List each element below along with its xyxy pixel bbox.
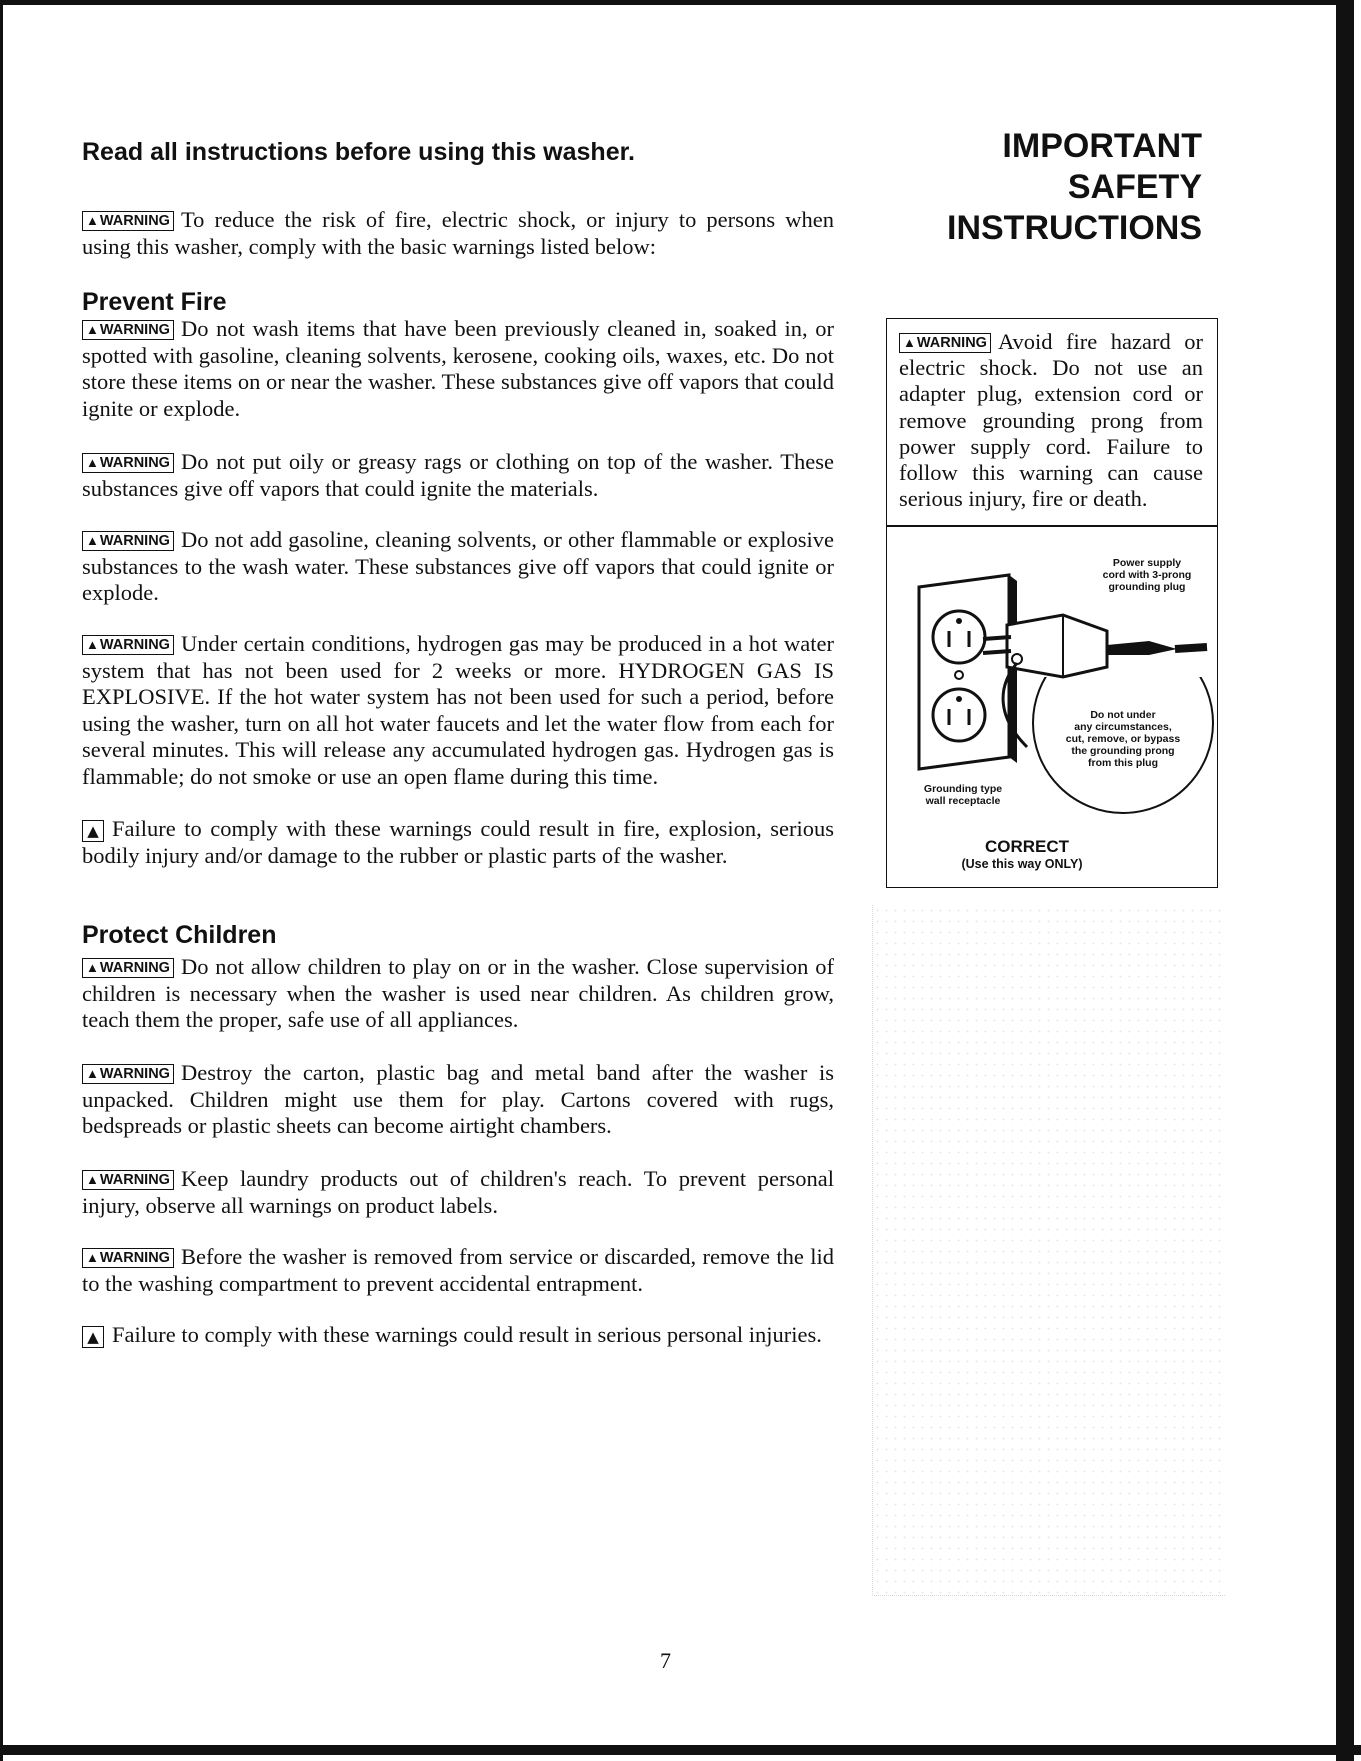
page-frame-right bbox=[1336, 0, 1354, 1761]
warning-badge: ▲WARNING bbox=[82, 1064, 174, 1084]
warning-badge: ▲WARNING bbox=[82, 1170, 174, 1190]
warning-triangle-icon: ▲ bbox=[903, 335, 916, 350]
page-frame-bottom bbox=[0, 1745, 1361, 1755]
receptacle-label: Grounding type wall receptacle bbox=[923, 783, 1003, 807]
warning-badge: ▲WARNING bbox=[82, 453, 174, 473]
sidebar-title: IMPORTANT SAFETY INSTRUCTIONS bbox=[947, 127, 1202, 247]
fire-failure-note: ▲ Failure to comply with these warnings could result in fire, explosion, serious bodily injury and/or damage to the rubber or plastic parts of the washer. bbox=[82, 816, 834, 868]
children-warning-2: ▲WARNING Destroy the carton, plastic bag and metal band after the washer is unpacked. Children might use them for play. Cartons covered with rugs, bedspreads or plastic sheets can become airtight chambers. bbox=[82, 1060, 834, 1138]
fire-warning-1: ▲WARNING Do not wash items that have been previously cleaned in, soaked in, or spotted with gasoline, cleaning solvents, kerosene, cooking oils, waxes, etc. Do not store these items on or near the washer. These substances give off vapors that could ignite or explode. bbox=[82, 316, 834, 421]
grounding-prong-caution: Do not under any circumstances, cut, remove, or bypass the grounding prong from this plug bbox=[1065, 709, 1181, 769]
alert-triangle-icon: ▲ bbox=[82, 820, 104, 842]
children-warning-3: ▲WARNING Keep laundry products out of children's reach. To prevent personal injury, observe all warnings on product labels. bbox=[82, 1166, 834, 1218]
plug-label: Power supply cord with 3-prong grounding plug bbox=[1102, 557, 1192, 593]
grounding-warning-text: ▲WARNING Avoid fire hazard or electric shock. Do not use an adapter plug, extension cord or remove grounding prong from power supply cord. Failure to follow this warning can cause serious injury, fire or death. bbox=[899, 329, 1203, 512]
intro-text: To reduce the risk of fire, electric shock, or injury to persons when using this washer, comply with the basic warnings listed below: bbox=[82, 207, 834, 259]
children-failure-note: ▲ Failure to comply with these warnings could result in serious personal injuries. bbox=[82, 1322, 834, 1349]
warning-badge: ▲WARNING bbox=[82, 1248, 174, 1268]
warning-triangle-icon: ▲ bbox=[86, 1250, 99, 1265]
warning-badge: ▲WARNING bbox=[82, 958, 174, 978]
grounding-warning-box bbox=[886, 318, 1218, 888]
warning-triangle-icon: ▲ bbox=[86, 455, 99, 470]
section-title-prevent-fire: Prevent Fire bbox=[82, 288, 227, 316]
children-warning-4: ▲WARNING Before the washer is removed from service or discarded, remove the lid to the washing compartment to prevent accidental entrapment. bbox=[82, 1244, 834, 1296]
warning-triangle-icon: ▲ bbox=[86, 960, 99, 975]
warning-badge: ▲WARNING bbox=[82, 531, 174, 551]
warning-triangle-icon: ▲ bbox=[86, 322, 99, 337]
page-frame-top bbox=[0, 0, 1350, 5]
warning-triangle-icon: ▲ bbox=[86, 637, 99, 652]
fire-warning-3: ▲WARNING Do not add gasoline, cleaning solvents, or other flammable or explosive substances to the wash water. These substances give off vapors that could ignite or explode. bbox=[82, 527, 834, 605]
warning-triangle-icon: ▲ bbox=[86, 213, 99, 228]
plug-body bbox=[1007, 615, 1107, 677]
warning-triangle-icon: ▲ bbox=[86, 1066, 99, 1081]
fire-warning-2: ▲WARNING Do not put oily or greasy rags or clothing on top of the washer. These substances give off vapors that could ignite the materials. bbox=[82, 449, 834, 501]
page-frame-left bbox=[0, 0, 3, 1761]
fire-warning-4: ▲WARNING Under certain conditions, hydrogen gas may be produced in a hot water system that has not been used for 2 weeks or more. HYDROGEN GAS IS EXPLOSIVE. If the hot water system has not been used for such a period, before using the washer, turn on all hot water faucets and let the water flow from each for several minutes. This will release any accumulated hydrogen gas. Hydrogen gas is flammable; do not smoke or use an open flame during this time. bbox=[82, 631, 834, 789]
warning-badge: ▲WARNING bbox=[82, 320, 174, 340]
section-title-protect-children: Protect Children bbox=[82, 921, 277, 949]
children-warning-1: ▲WARNING Do not allow children to play on or in the washer. Close supervision of children is necessary when the washer is used near children. As children grow, teach them the proper, safe use of all appliances. bbox=[82, 954, 834, 1032]
use-this-way-label: (Use this way ONLY) bbox=[961, 857, 1083, 871]
blank-dotted-area bbox=[872, 905, 1225, 1596]
power-cord bbox=[1175, 647, 1207, 649]
warning-badge: ▲WARNING bbox=[82, 635, 174, 655]
warning-triangle-icon: ▲ bbox=[86, 1172, 99, 1187]
cord-strain-relief bbox=[1107, 641, 1177, 655]
grounding-plug-illustration bbox=[887, 527, 1217, 887]
warning-triangle-icon: ▲ bbox=[86, 533, 99, 548]
intro-warning bbox=[82, 207, 834, 260]
page-number: 7 bbox=[660, 1648, 671, 1673]
page-heading: Read all instructions before using this washer. bbox=[82, 138, 635, 166]
warning-badge: ▲WARNING bbox=[899, 333, 991, 353]
alert-triangle-icon: ▲ bbox=[82, 1326, 104, 1348]
warning-badge: ▲WARNING bbox=[82, 211, 174, 231]
correct-label: CORRECT bbox=[984, 837, 1070, 856]
